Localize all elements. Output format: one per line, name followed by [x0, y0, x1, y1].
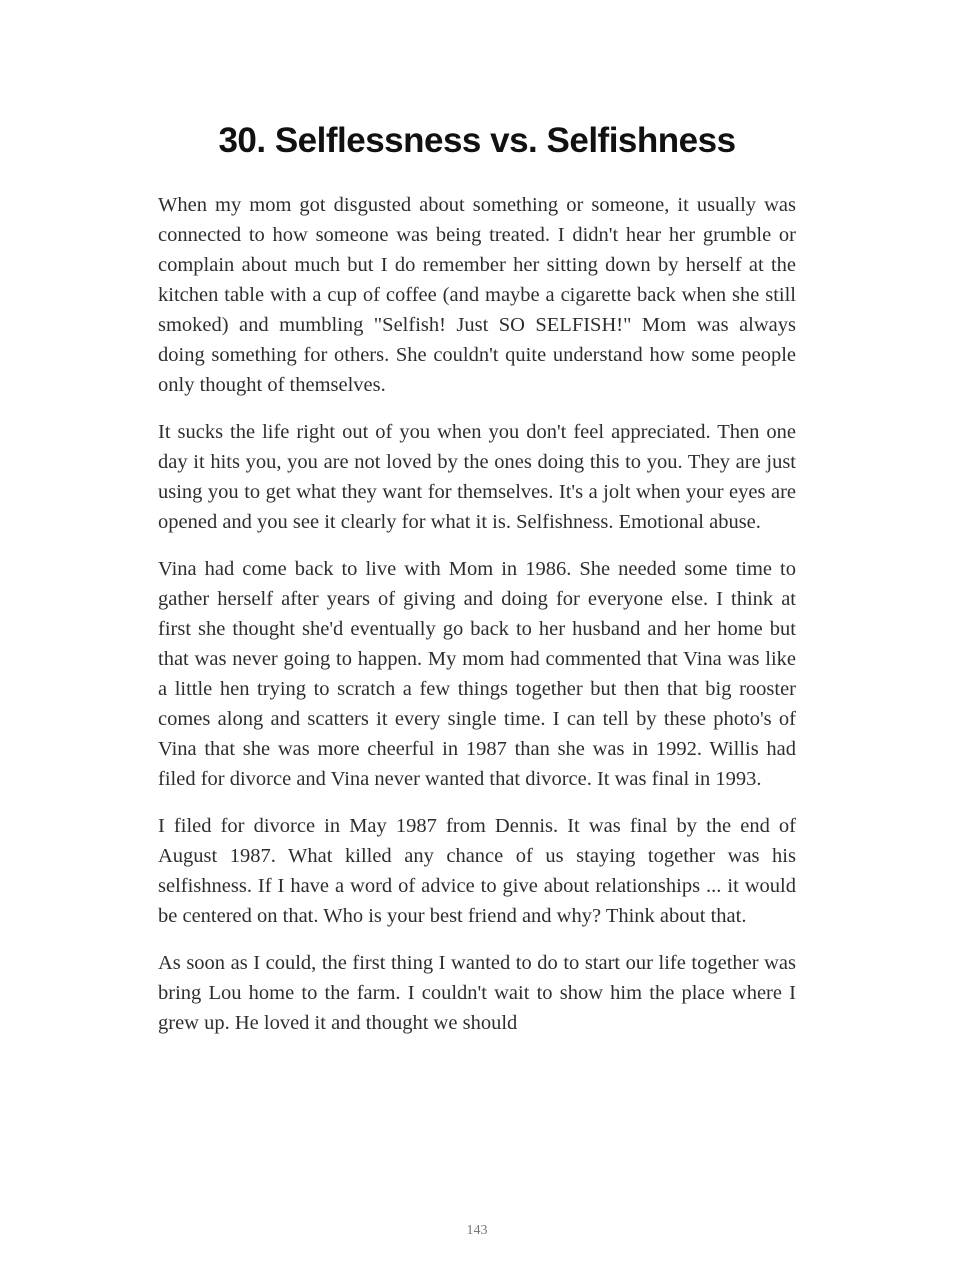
page-number: 143	[466, 1223, 488, 1238]
paragraph: When my mom got disgusted about something or someone, it usually was connected to how someone was being treated. I didn't hear her grumble or complain about much but I do remember her sitting down by herself at the kitchen table with a cup of coffee (and maybe a cigarette back when she still smoked) and mumbling "Selfish! Just SO SELFISH!" Mom was always doing something for others. She couldn't quite understand how some people only thought of themselves.	[158, 194, 796, 396]
paragraph: As soon as I could, the first thing I wanted to do to start our life together was bring Lou home to the farm. I couldn't wait to show him the place where I grew up. He loved it and thought we should	[158, 952, 796, 1034]
chapter-title: 30. Selflessness vs. Selfishness	[218, 121, 736, 160]
paragraph: I filed for divorce in May 1987 from Dennis. It was final by the end of August 1987. What killed any chance of us staying together was his selfishness. If I have a word of advice to give about relationships ... it would be centered on that. Who is your best friend and why? Think about that.	[158, 815, 796, 927]
paragraph: Vina had come back to live with Mom in 1986. She needed some time to gather herself after years of giving and doing for everyone else. I think at first she thought she'd eventually go back to her husband and her home but that was never going to happen. My mom had commented that Vina was like a little hen trying to scratch a few things together but then that big rooster comes along and scatters it every single time. I can tell by these photo's of Vina that she was more cheerful in 1987 than she was in 1992. Willis had filed for divorce and Vina never wanted that divorce. It was final in 1993.	[158, 558, 796, 790]
paragraph: It sucks the life right out of you when you don't feel appreciated. Then one day it hits you, you are not loved by the ones doing this to you. They are just using you to get what they want for themselves. It's a jolt when your eyes are opened and you see it clearly for what it is. Selfishness. Emotional abuse.	[158, 421, 796, 533]
chapter-body	[158, 190, 796, 1055]
